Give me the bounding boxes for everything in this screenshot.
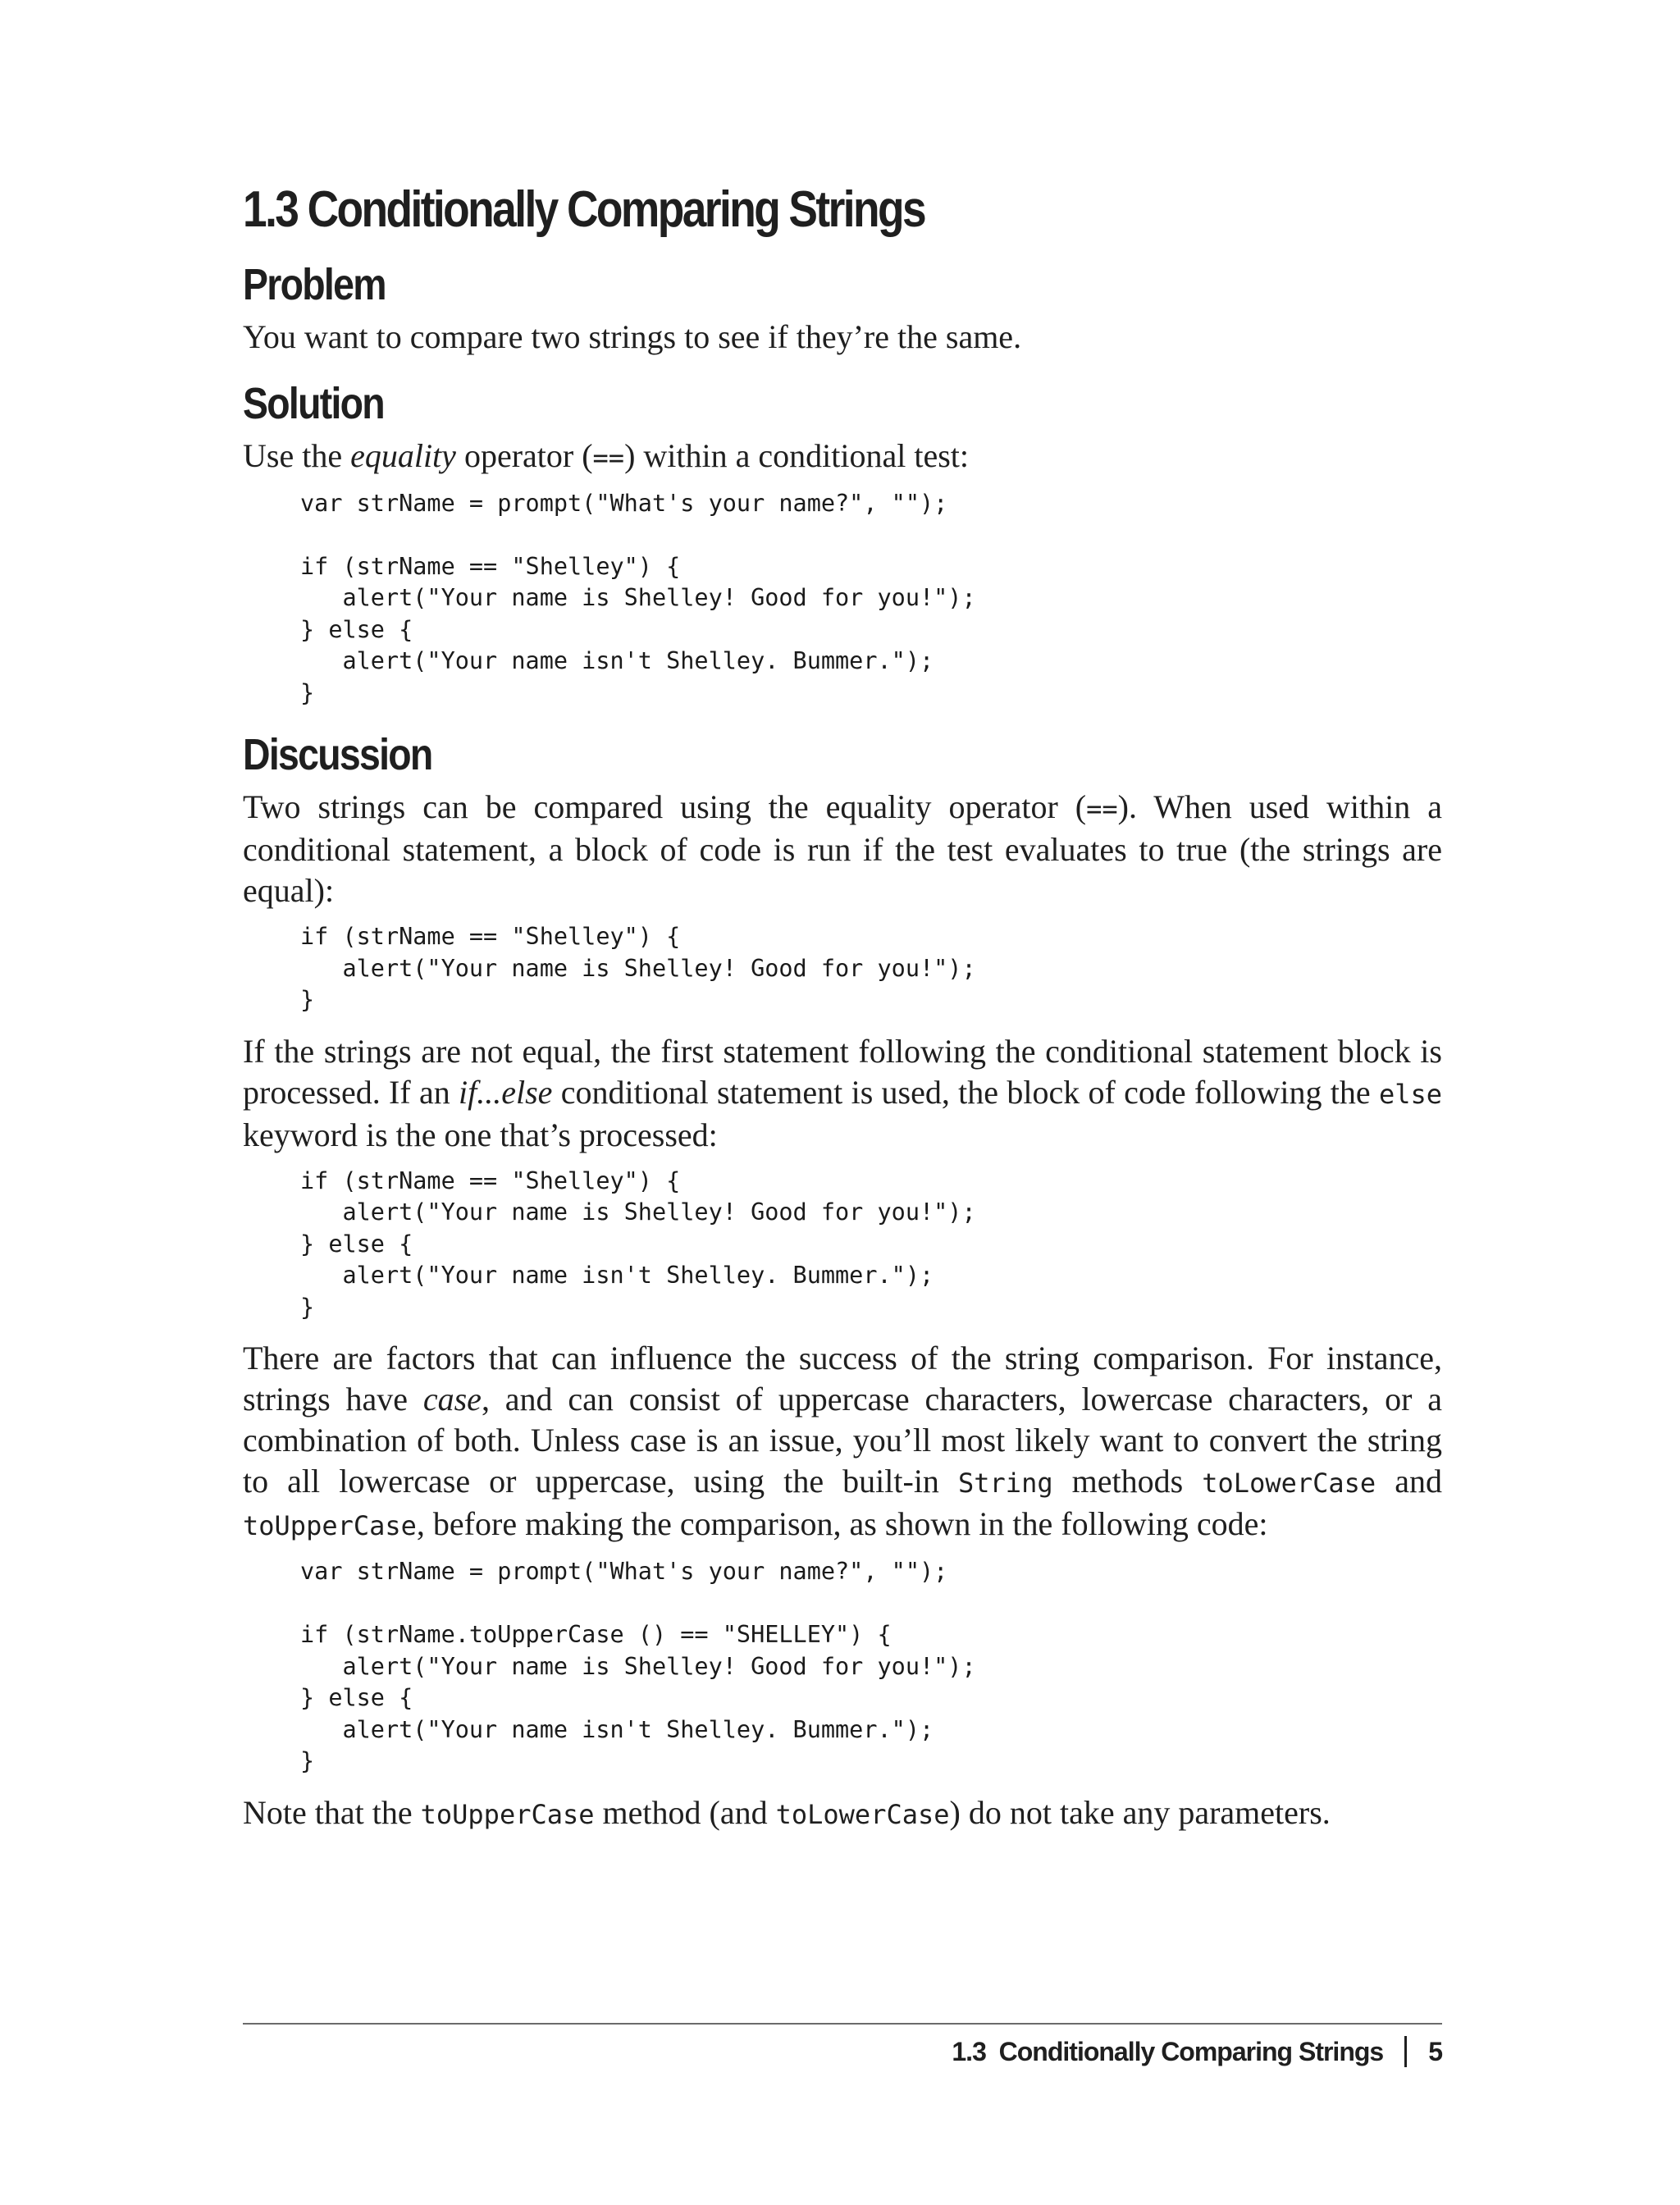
footer-rule <box>243 2023 1442 2025</box>
discussion-paragraph-2: If the strings are not equal, the first statement following the conditional statement block is processed. If an if...else conditional statement is used, the block of code following the else keyword is the one that’s processed: <box>243 1032 1443 1153</box>
page-content <box>243 180 1442 1835</box>
discussion-code-block-1: if (strName == "Shelley") { alert("Your name is Shelley! Good for you!"); } <box>300 923 976 1014</box>
section-title: 1.3 Conditionally Comparing Strings <box>243 181 925 238</box>
problem-heading: Problem <box>243 260 386 310</box>
discussion-code-block-3: var strName = prompt("What's your name?", ""); if (strName.toUpperCase () == "SHELLEY") { alert("Your name is Shelley! Good for you!"); } else { alert("Your name isn't Shelley. Bummer."); } <box>300 1558 976 1775</box>
discussion-paragraph-3: There are factors that can influence the success of the string comparison. For instance, strings have case, and can consist of uppercase characters, lowercase characters, or a combination of both. Unless case is an issue, you’ll most likely want to convert the string to all lowercase or uppercase, using the built-in String methods toLowerCase and toUpperCase, before making the comparison, as shown in the following code: <box>243 1340 1442 1543</box>
footer-separator <box>1404 2036 1407 2067</box>
solution-intro: Use the equality operator (==) within a conditional test: <box>243 436 969 474</box>
problem-text: You want to compare two strings to see if they’re the same. <box>243 318 1022 356</box>
solution-heading: Solution <box>243 379 384 429</box>
discussion-heading: Discussion <box>243 730 432 780</box>
page-number: 5 <box>1428 2036 1442 2066</box>
page-footer <box>952 2036 1442 2067</box>
solution-code-block: var strName = prompt("What's your name?", ""); if (strName == "Shelley") { alert("Your name is Shelley! Good for you!"); } else { alert("Your name isn't Shelley. Bummer."); } <box>300 489 976 706</box>
discussion-code-block-2: if (strName == "Shelley") { alert("Your name is Shelley! Good for you!"); } else { alert("Your name isn't Shelley. Bummer."); } <box>300 1166 976 1321</box>
discussion-paragraph-4: Note that the toUpperCase method (and toLowerCase) do not take any parameters. <box>243 1793 1331 1831</box>
running-head: 1.3 Conditionally Comparing Strings <box>952 2036 1384 2066</box>
discussion-paragraph-1: Two strings can be compared using the equality operator (==). When used within a conditional statement, a block of code is run if the test evaluates to true (the strings are equal): <box>243 788 1443 910</box>
